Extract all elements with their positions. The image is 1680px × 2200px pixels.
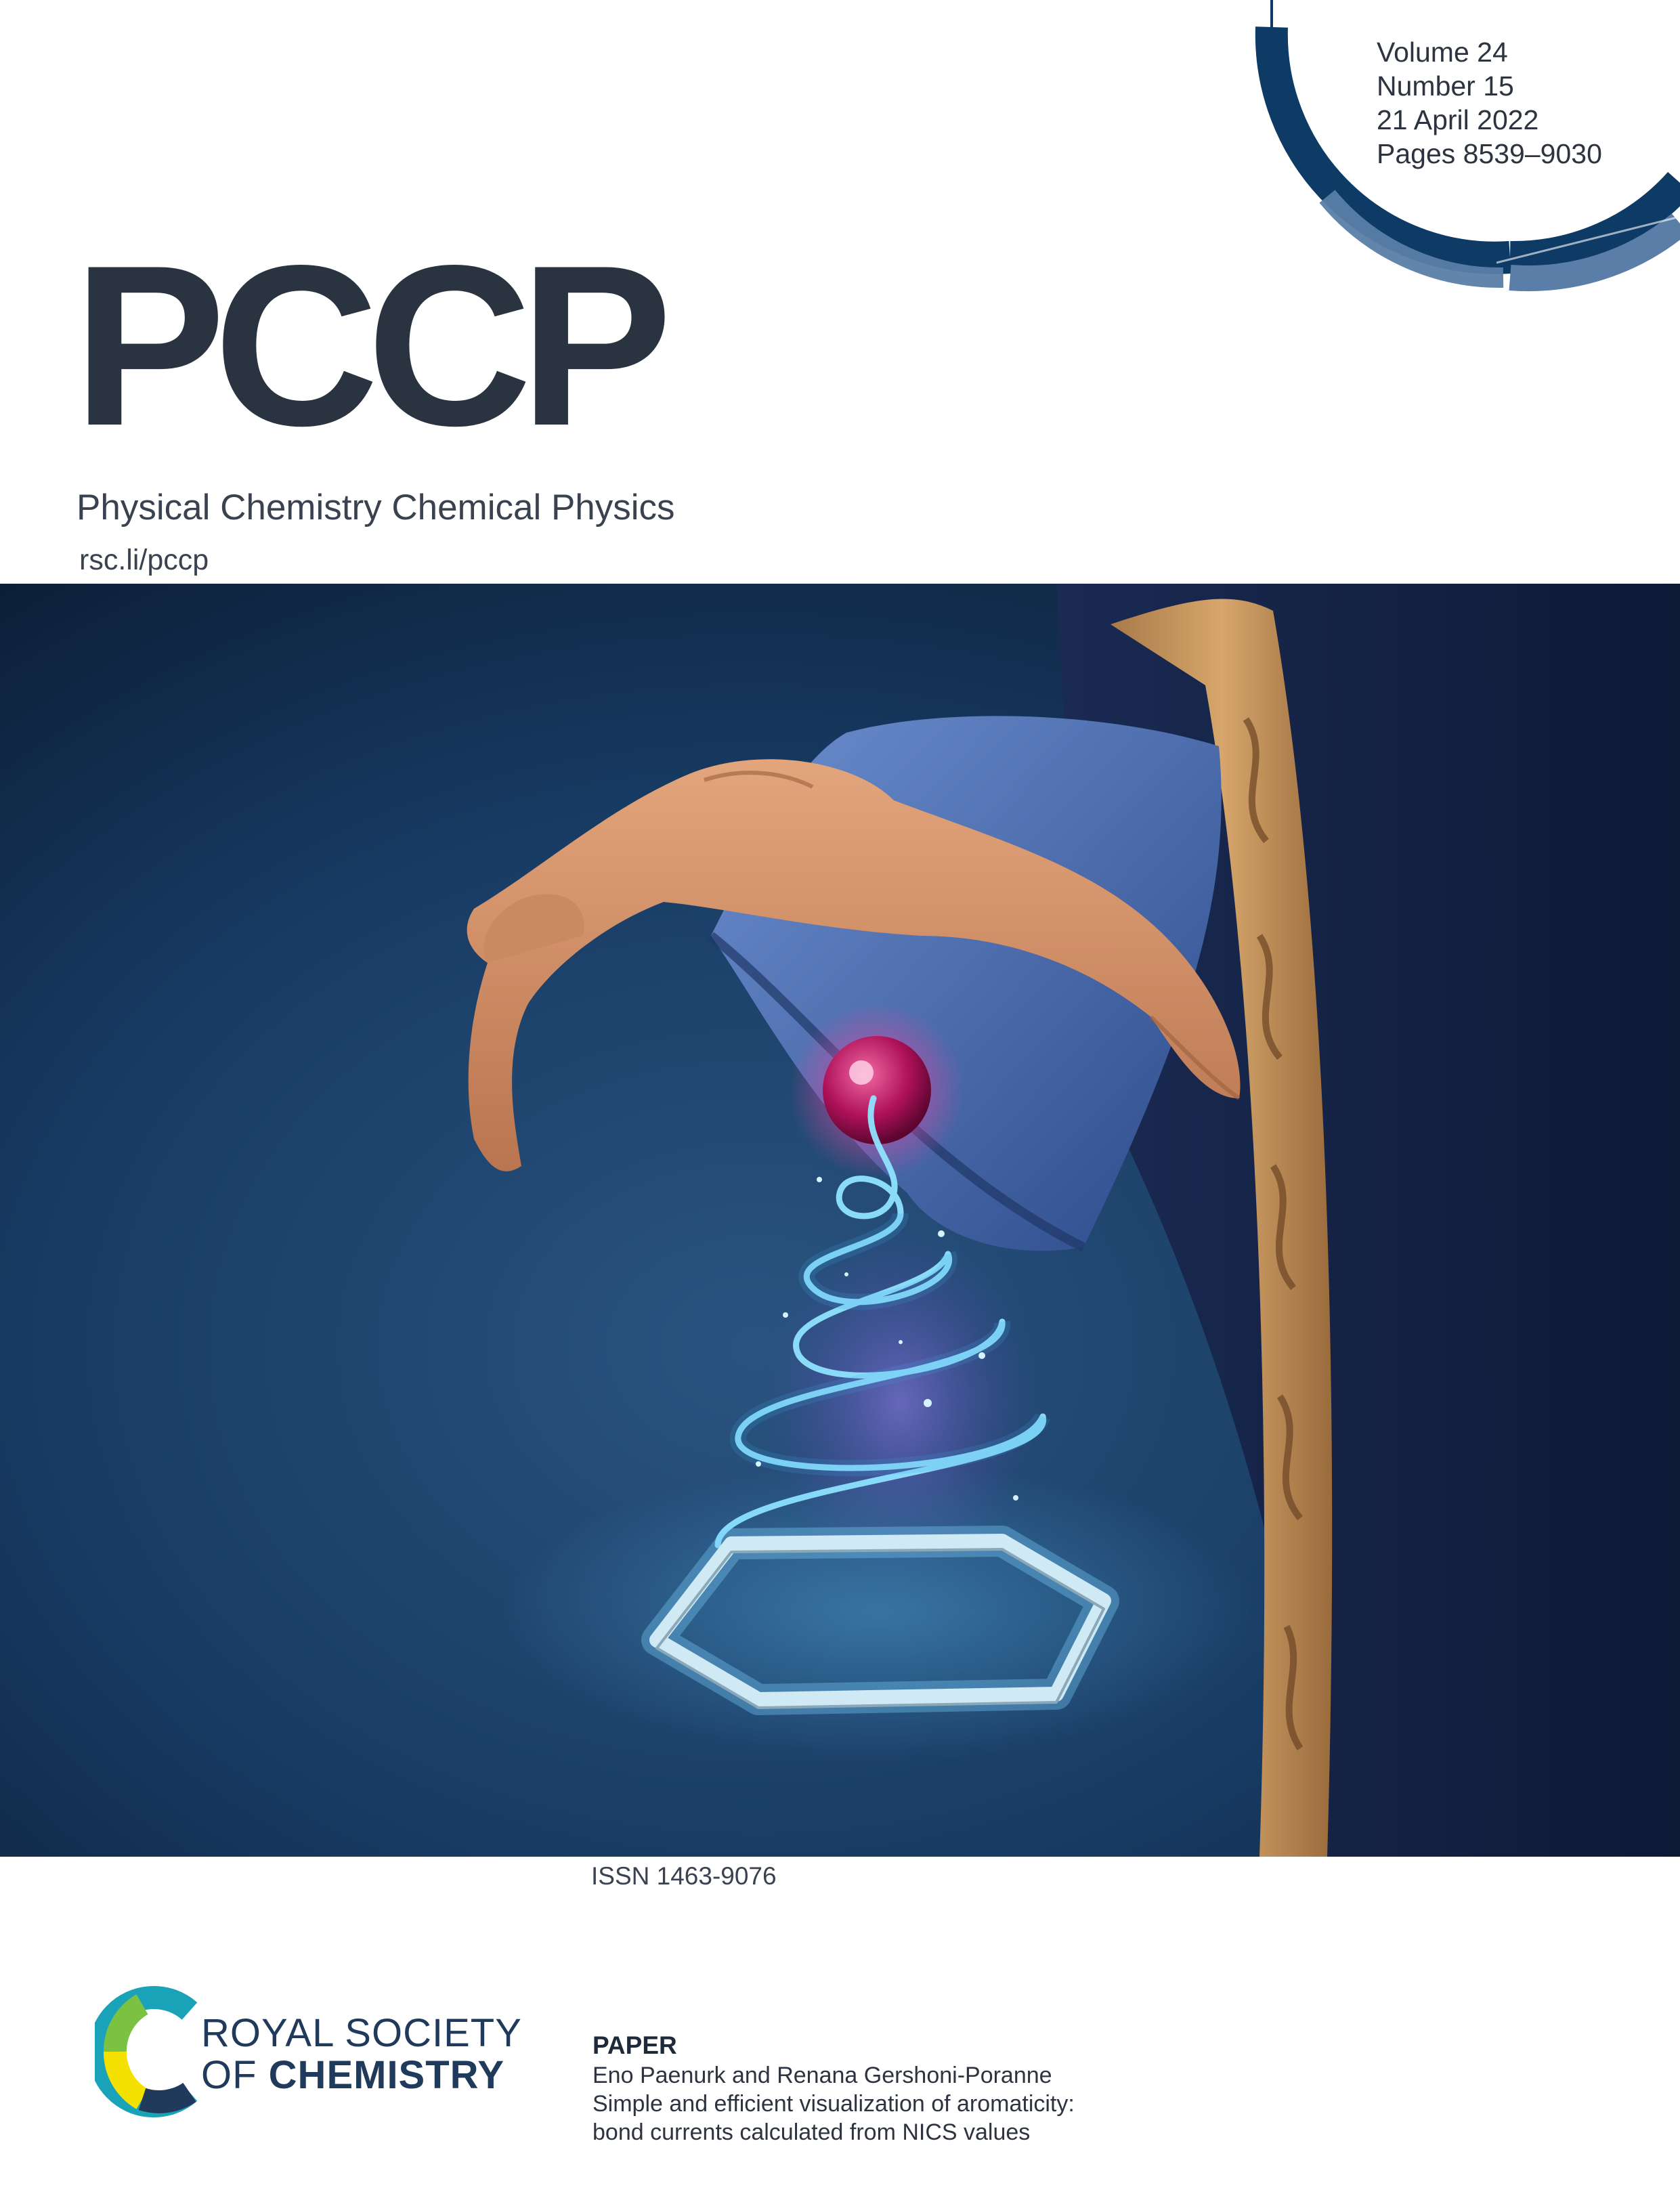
issue-number: Number 15 (1377, 70, 1514, 102)
rsc-name-bold: CHEMISTRY (268, 2053, 505, 2097)
paper-label: PAPER (593, 2031, 677, 2059)
journal-title: PCCP (73, 217, 661, 473)
rsc-c-mark-icon (95, 1984, 210, 2119)
journal-url[interactable]: rsc.li/pccp (79, 544, 209, 576)
rsc-name-prefix: OF (201, 2053, 269, 2097)
issn: ISSN 1463-9076 (591, 1862, 777, 1890)
cover-illustration (0, 584, 1680, 1857)
paper-title-line1[interactable]: Simple and efficient visualization of aromaticity: (593, 2091, 1075, 2117)
issue-pages: Pages 8539–9030 (1377, 138, 1602, 169)
rsc-logo[interactable] (95, 1984, 528, 2119)
paper-info (593, 2030, 1405, 2147)
cover-artwork (0, 584, 1680, 1857)
paper-title-line2[interactable]: bond currents calculated from NICS values (593, 2119, 1031, 2145)
issue-date: 21 April 2022 (1377, 104, 1539, 135)
journal-subtitle: Physical Chemistry Chemical Physics (77, 488, 675, 527)
issue-volume: Volume 24 (1377, 37, 1508, 68)
issue-info (1377, 35, 1661, 171)
paper-authors: Eno Paenurk and Renana Gershoni-Poranne (593, 2063, 1052, 2088)
rsc-name-line2 (201, 2054, 504, 2096)
rsc-name-line1: ROYAL SOCIETY (201, 2011, 522, 2055)
